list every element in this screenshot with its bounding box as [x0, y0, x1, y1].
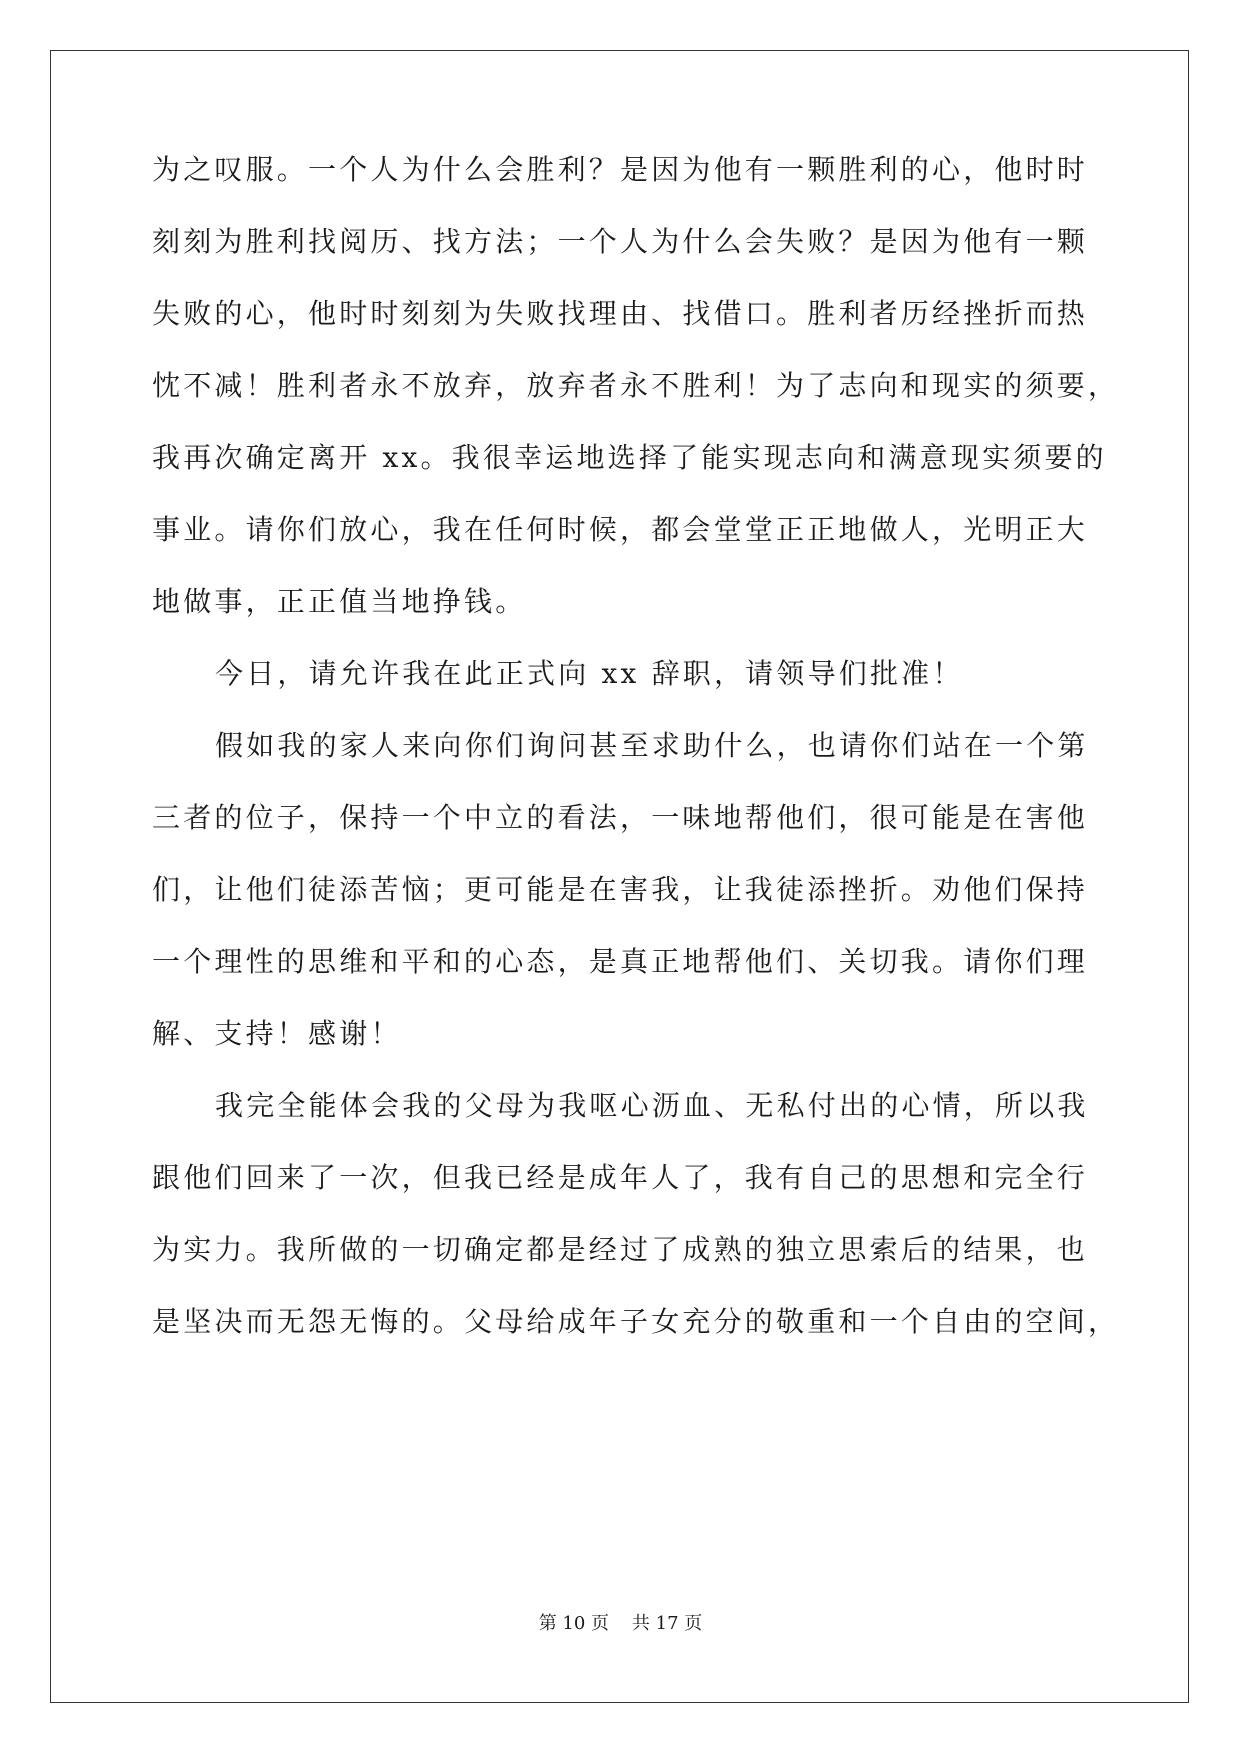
- text-line: 地做事，正正值当地挣钱。: [152, 585, 527, 618]
- text-line: 刻刻为胜利找阅历、找方法；一个人为什么会失败？是因为他有一颗: [152, 225, 1089, 258]
- text-line: 我再次确定离开 xx。我很幸运地选择了能实现志向和满意现实须要的: [152, 441, 1107, 474]
- text-line: 失败的心，他时时刻刻为失败找理由、找借口。胜利者历经挫折而热: [152, 297, 1089, 330]
- text-line: 我完全能体会我的父母为我呕心沥血、无私付出的心情，所以我: [215, 1089, 1089, 1122]
- text-line: 三者的位子，保持一个中立的看法，一味地帮他们，很可能是在害他: [152, 801, 1089, 834]
- page-number-footer: 第 10 页 共 17 页: [538, 1613, 703, 1634]
- text-line: 今日，请允许我在此正式向 xx 辞职，请领导们批准！: [215, 657, 964, 690]
- text-line: 忱不减！胜利者永不放弃，放弃者永不胜利！为了志向和现实的须要，: [152, 369, 1120, 402]
- text-line: 是坚决而无怨无悔的。父母给成年子女充分的敬重和一个自由的空间，: [152, 1305, 1120, 1338]
- text-line: 假如我的家人来向你们询问甚至求助什么，也请你们站在一个第: [215, 729, 1089, 762]
- text-line: 一个理性的思维和平和的心态，是真正地帮他们、关切我。请你们理: [152, 945, 1089, 978]
- text-line: 为之叹服。一个人为什么会胜利？是因为他有一颗胜利的心，他时时: [152, 153, 1089, 186]
- text-line: 们，让他们徒添苦恼；更可能是在害我，让我徒添挫折。劝他们保持: [152, 873, 1089, 906]
- text-line: 事业。请你们放心，我在任何时候，都会堂堂正正地做人，光明正大: [152, 513, 1089, 546]
- text-line: 解、支持！感谢！: [152, 1017, 402, 1050]
- text-line: 跟他们回来了一次，但我已经是成年人了，我有自己的思想和完全行: [152, 1161, 1089, 1194]
- text-line: 为实力。我所做的一切确定都是经过了成熟的独立思索后的结果，也: [152, 1233, 1089, 1266]
